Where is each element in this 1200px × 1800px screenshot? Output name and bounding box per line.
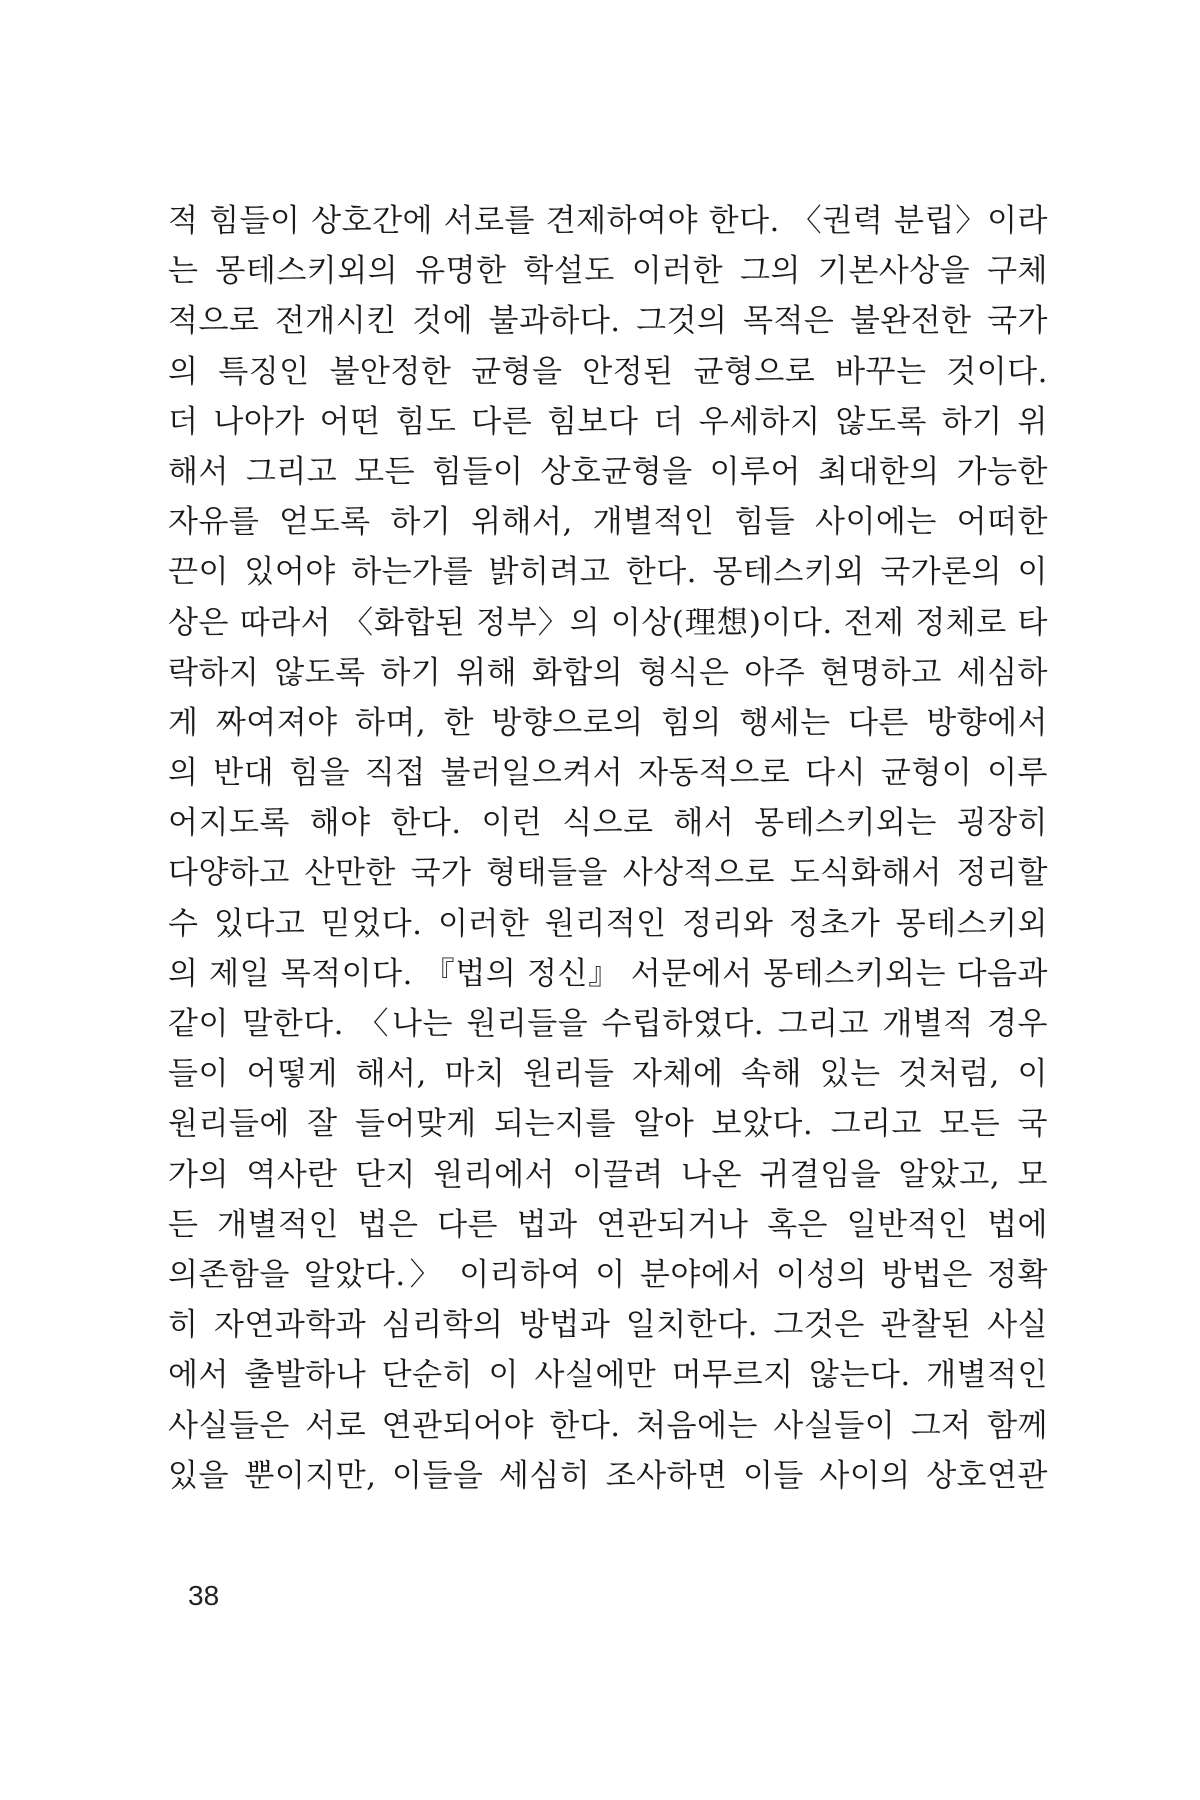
text-line: 적 힘들이 상호간에 서로를 견제하여야 한다. 〈권력 분립〉이라 (168, 203, 1048, 239)
text-line: 해서 그리고 모든 힘들이 상호균형을 이루어 최대한의 가능한 (168, 453, 1048, 490)
text-line: 자유를 얻도록 하기 위해서, 개별적인 힘들 사이에는 어떠한 (168, 504, 1048, 541)
text-line: 어지도록 해야 한다. 이런 식으로 해서 몽테스키외는 굉장히 (168, 805, 1048, 842)
text-line: 락하지 않도록 하기 위해 화합의 형식은 아주 현명하고 세심하 (168, 654, 1048, 691)
text-line: 원리들에 잘 들어맞게 되는지를 알아 보았다. 그리고 모든 국 (168, 1106, 1048, 1143)
page-number: 38 (188, 1580, 220, 1611)
text-line: 끈이 있어야 하는가를 밝히려고 한다. 몽테스키외 국가론의 이 (168, 554, 1048, 591)
text-line: 히 자연과학과 심리학의 방법과 일치한다. 그것은 관찰된 사실 (168, 1307, 1048, 1344)
text-line: 는 몽테스키외의 유명한 학설도 이러한 그의 기본사상을 구체 (168, 253, 1048, 290)
text-line: 수 있다고 믿었다. 이러한 원리적인 정리와 정초가 몽테스키외 (168, 905, 1048, 942)
text-line: 가의 역사란 단지 원리에서 이끌려 나온 귀결임을 알았고, 모 (168, 1156, 1048, 1193)
text-line: 같이 말한다. 〈나는 원리들을 수립하였다. 그리고 개별적 경우 (168, 1006, 1048, 1042)
text-line: 다양하고 산만한 국가 형태들을 사상적으로 도식화해서 정리할 (168, 855, 1048, 892)
text-line: 있을 뿐이지만, 이들을 세심히 조사하면 이들 사이의 상호연관 (168, 1457, 1048, 1494)
text-line: 적으로 전개시킨 것에 불과하다. 그것의 목적은 불완전한 국가 (168, 303, 1048, 340)
text-line: 게 짜여져야 하며, 한 방향으로의 힘의 행세는 다른 방향에서 (168, 704, 1048, 741)
body-text (168, 196, 1048, 1501)
text-line: 의 제일 목적이다. 『법의 정신』 서문에서 몽테스키외는 다음과 (168, 955, 1048, 992)
text-line: 에서 출발하나 단순히 이 사실에만 머무르지 않는다. 개별적인 (168, 1357, 1048, 1394)
text-line: 더 나아가 어떤 힘도 다른 힘보다 더 우세하지 않도록 하기 위 (168, 403, 1048, 440)
text-line: 든 개별적인 법은 다른 법과 연관되거나 혹은 일반적인 법에 (168, 1206, 1048, 1243)
text-line: 의존함을 알았다.〉 이리하여 이 분야에서 이성의 방법은 정확 (168, 1256, 1048, 1293)
text-line: 상은 따라서 〈화합된 정부〉의 이상(理想)이다. 전제 정체로 타 (168, 604, 1048, 641)
text-line: 사실들은 서로 연관되어야 한다. 처음에는 사실들이 그저 함께 (168, 1407, 1048, 1444)
text-line: 들이 어떻게 해서, 마치 원리들 자체에 속해 있는 것처럼, 이 (168, 1056, 1048, 1093)
text-line: 의 반대 힘을 직접 불러일으켜서 자동적으로 다시 균형이 이루 (168, 755, 1048, 792)
text-line: 의 특징인 불안정한 균형을 안정된 균형으로 바꾸는 것이다. (168, 353, 1048, 390)
